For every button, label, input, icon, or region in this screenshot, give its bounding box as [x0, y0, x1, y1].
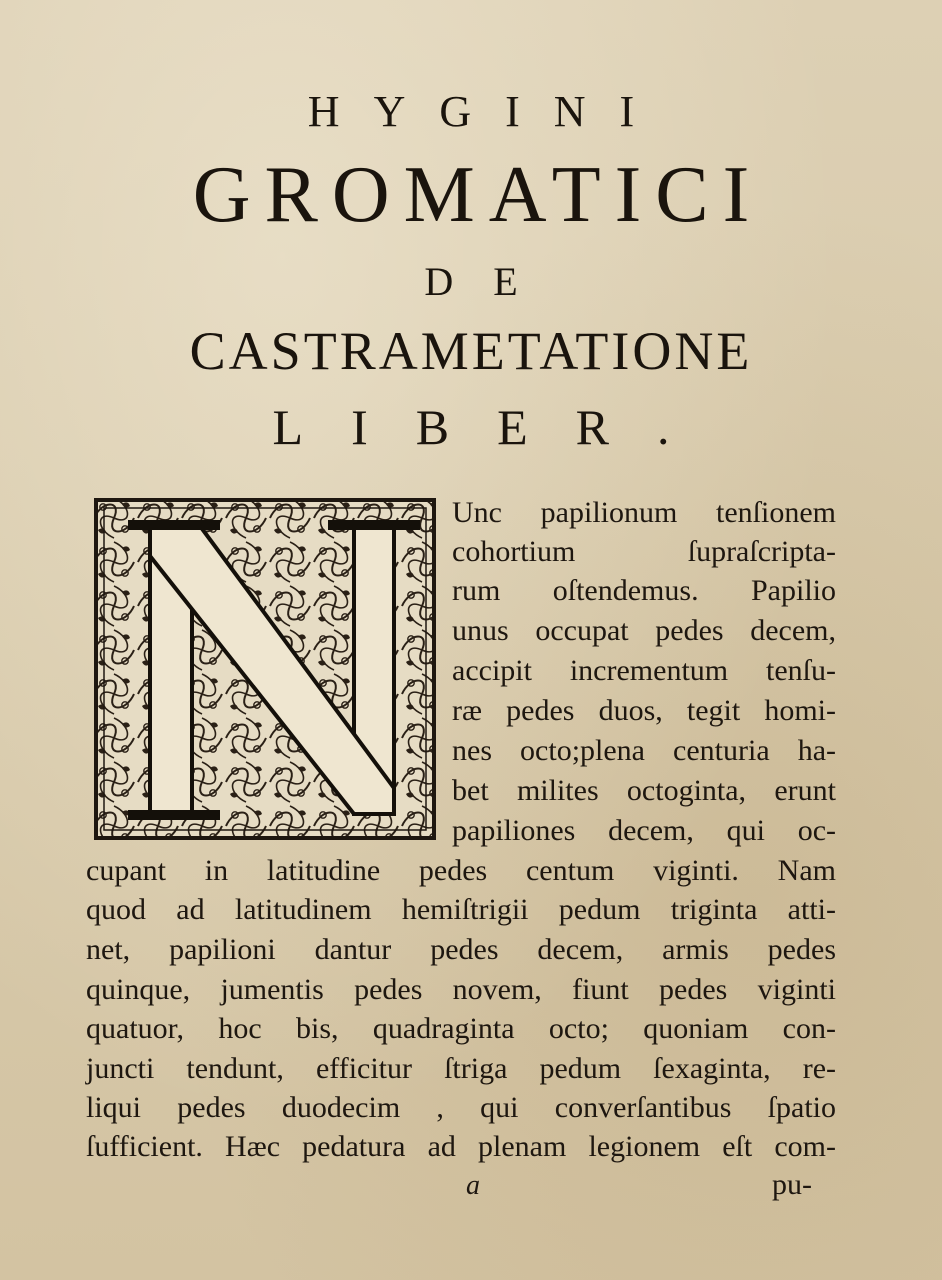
title-line-epithet: GROMATICI [192, 151, 764, 239]
signature-mark: a [466, 1170, 480, 1201]
text-line-17: ſufficient. Hæc pedatura ad plenam legionem eſt com- [86, 1130, 836, 1163]
text-line-15: juncti tendunt, efficitur ſtriga pedum ſexaginta, re- [86, 1052, 836, 1085]
title-line-author: HYGINI [307, 87, 669, 136]
text-line-1: Unc papilionum tenſionem [452, 496, 836, 529]
text-line-9: papiliones decem, qui oc- [452, 814, 836, 847]
text-line-12: net, papilioni dantur pedes decem, armis pedes [86, 933, 836, 966]
text-line-7: nes octo;plena centuria ha- [452, 734, 836, 767]
text-line-13: quinque, jumentis pedes novem, fiunt pedes viginti [86, 973, 836, 1006]
text-line-4: unus occupat pedes decem, [452, 614, 836, 647]
title-line-subject: CASTRAMETATIONE [189, 321, 753, 381]
text-line-16: liqui pedes duodecim , qui converſantibus ſpatio [86, 1091, 836, 1124]
text-line-2: cohortium ſupraſcripta- [452, 535, 836, 568]
title-line-liber: LIBER. [272, 399, 718, 455]
decorated-initial-n [92, 496, 438, 842]
text-line-10: cupant in latitudine pedes centum viginti. Nam [86, 854, 836, 887]
text-line-5: accipit incrementum tenſu- [452, 654, 836, 687]
catchword: pu- [772, 1168, 812, 1201]
text-line-8: bet milites octoginta, erunt [452, 774, 836, 807]
text-line-14: quatuor, hoc bis, quadraginta octo; quoniam con- [86, 1012, 836, 1045]
text-line-3: rum oſtendemus. Papilio [452, 574, 836, 607]
text-line-6: ræ pedes duos, tegit homi- [452, 694, 836, 727]
title-line-preposition: DE [424, 259, 558, 304]
text-line-11: quod ad latitudinem hemiſtrigii pedum triginta atti- [86, 893, 836, 926]
